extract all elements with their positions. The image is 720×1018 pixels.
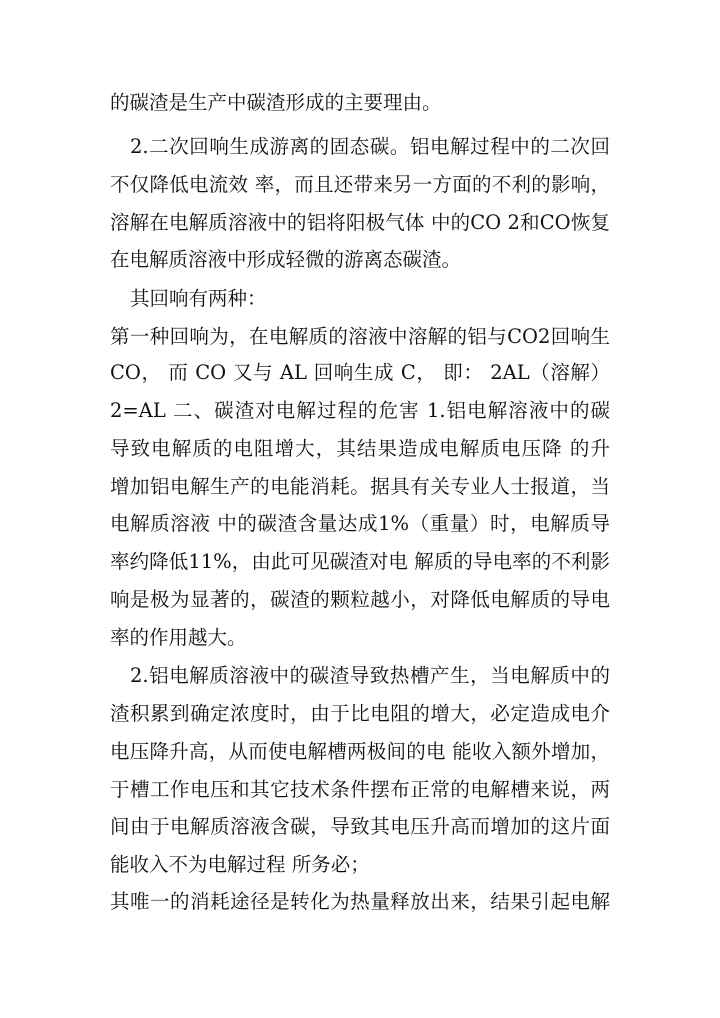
text-line: 于槽工作电压和其它技术条件摆布正常的电解槽来说，两 (110, 778, 610, 801)
text-line: 电解质溶液 中的碳渣含量达成1%（重量）时，电解质导 (110, 512, 610, 535)
text-line: 导致电解质的电阻增大，其结果造成电解质电压降 的升 (110, 437, 610, 460)
text-line: 间由于电解质溶液含碳，导致其电压升高而增加的这片面 (110, 815, 610, 838)
text-line: 能收入不为电解过程 所务必； (110, 853, 370, 876)
text-line: 2=AL 二、碳渣对电解过程的危害 1.铝电解溶液中的碳 (110, 399, 610, 422)
text-line: 率的作用越大。 (110, 626, 247, 649)
text-line: 溶解在电解质溶液中的铝将阳极气体 中的CO 2和CO恢复 (110, 211, 610, 234)
text-line: 增加铝电解生产的电能消耗。据具有关专业人士报道，当 (110, 475, 610, 498)
text-line: 其回响有两种： (130, 287, 267, 310)
text-line: 不仅降低电流效 率，而且还带来另一方面的不利的影响， (110, 173, 610, 196)
text-line: 2.铝电解质溶液中的碳渣导致热槽产生，当电解质中的 (130, 664, 610, 687)
text-line: 响是极为显著的，碳渣的颗粒越小，对降低电解质的导电 (110, 588, 610, 611)
text-line: 其唯一的消耗途径是转化为热量释放出来，结果引起电解 (110, 890, 610, 913)
text-line: 率约降低11%，由此可见碳渣对电 解质的导电率的不利影 (110, 550, 610, 573)
text-line: 的碳渣是生产中碳渣形成的主要理由。 (110, 91, 442, 114)
text-line: 电压降升高，从而使电解槽两极间的电 能收入额外增加， (110, 740, 610, 763)
text-line: 在电解质溶液中形成轻微的游离态碳渣。 (110, 248, 462, 271)
text-line: 第一种回响为，在电解质的溶液中溶解的铝与CO2回响生 (110, 325, 610, 348)
text-line: 渣积累到确定浓度时，由于比电阻的增大，必定造成电介 (110, 702, 610, 725)
text-line: 2.二次回响生成游离的固态碳。铝电解过程中的二次回 (130, 135, 610, 158)
text-line: CO， 而 CO 又与 AL 回响生成 C， 即： 2AL（溶解） (110, 361, 610, 384)
